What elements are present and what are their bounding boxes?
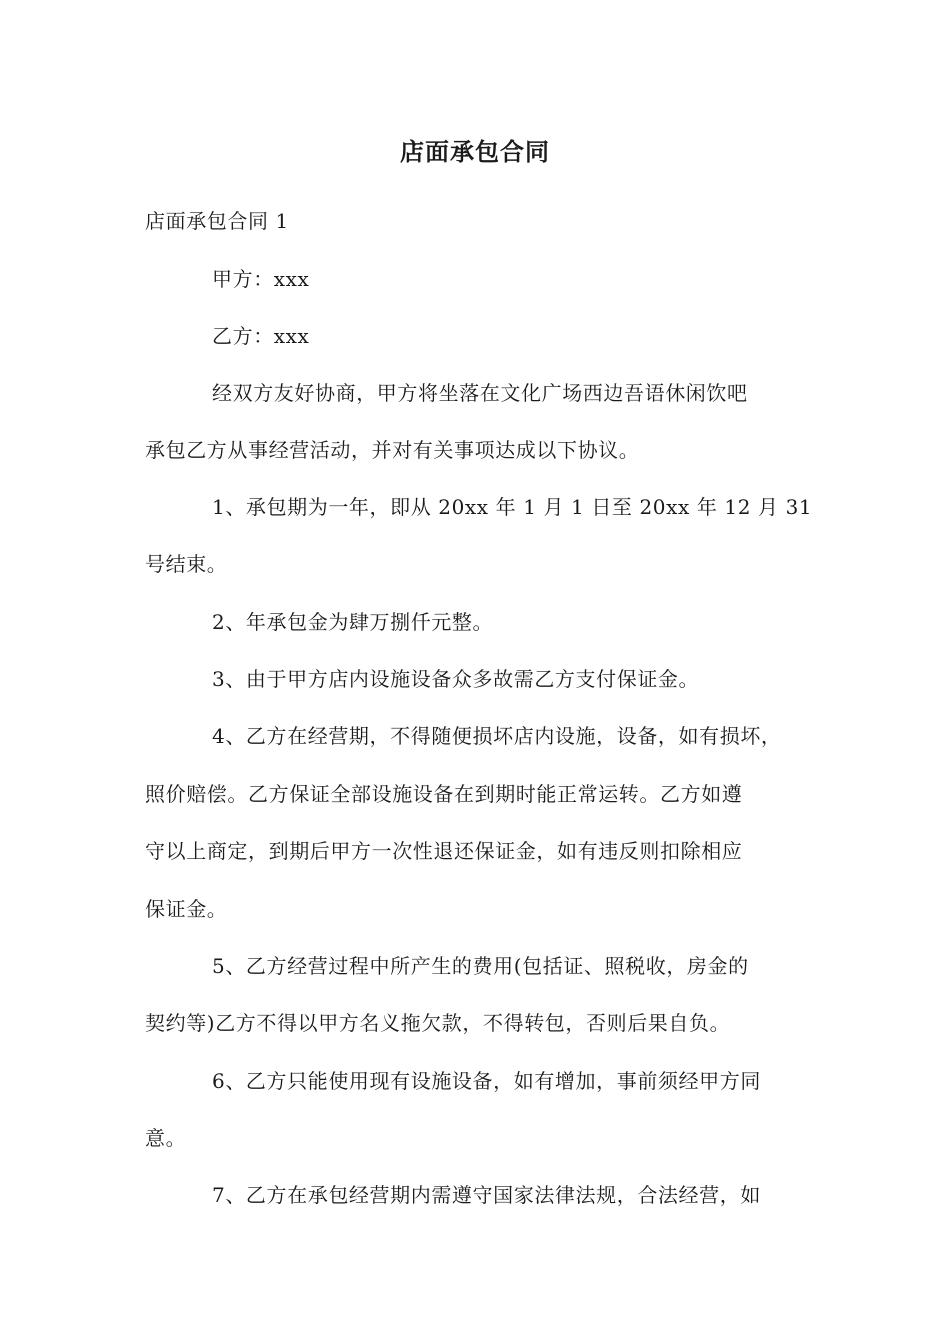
clause-4-line: 守以上商定，到期后甲方一次性退还保证金，如有违反则扣除相应 bbox=[145, 839, 743, 863]
clause-5-line: 契约等)乙方不得以甲方名义拖欠款，不得转包，否则后果自负。 bbox=[145, 1011, 731, 1035]
clause-2-line: 2、年承包金为肆万捌仟元整。 bbox=[212, 610, 494, 634]
paragraph-line: 经双方友好协商，甲方将坐落在文化广场西边吾语休闲饮吧 bbox=[212, 381, 748, 405]
clause-3-line: 3、由于甲方店内设施设备众多故需乙方支付保证金。 bbox=[212, 667, 700, 691]
document-title: 店面承包合同 bbox=[400, 137, 550, 166]
clause-4-line: 4、乙方在经营期，不得随便损坏店内设施，设备，如有损坏， bbox=[212, 724, 782, 748]
contract-heading: 店面承包合同 1 bbox=[145, 209, 289, 233]
clause-1-line: 1、承包期为一年，即从 20xx 年 1 月 1 日至 20xx 年 12 月 31 bbox=[212, 495, 813, 519]
clause-6-line: 6、乙方只能使用现有设施设备，如有增加，事前须经甲方同 bbox=[212, 1069, 761, 1093]
paragraph-line: 承包乙方从事经营活动，并对有关事项达成以下协议。 bbox=[145, 438, 640, 462]
party-a: 甲方：xxx bbox=[212, 267, 310, 291]
party-b: 乙方：xxx bbox=[212, 324, 310, 348]
clause-4-line: 保证金。 bbox=[145, 897, 228, 921]
clause-7-line: 7、乙方在承包经营期内需遵守国家法律法规，合法经营，如 bbox=[212, 1183, 761, 1207]
clause-4-line: 照价赔偿。乙方保证全部设施设备在到期时能正常运转。乙方如遵 bbox=[145, 782, 743, 806]
clause-6-line: 意。 bbox=[145, 1126, 187, 1150]
clause-5-line: 5、乙方经营过程中所产生的费用(包括证、照税收，房金的 bbox=[212, 954, 749, 978]
clause-1-line: 号结束。 bbox=[145, 552, 228, 576]
